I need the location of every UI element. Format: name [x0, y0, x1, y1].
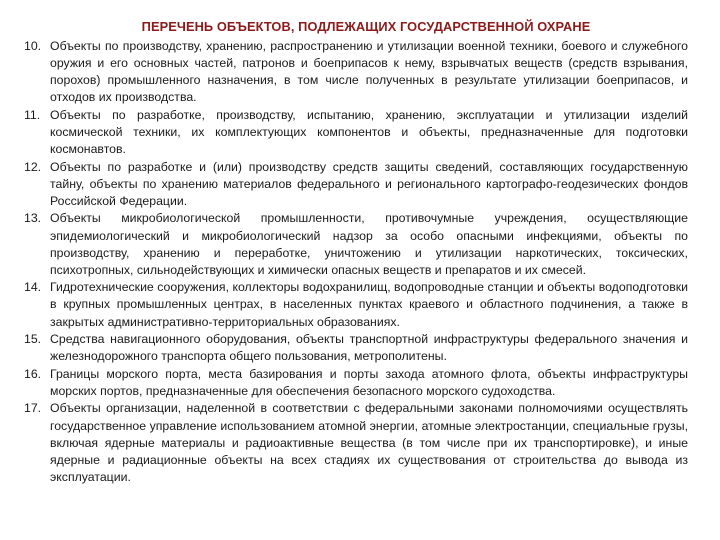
item-text: Гидротехнические сооружения, коллекторы водохранилищ, водопроводные станции и объекты водоподготовки в крупных промышленных центрах, в населенных пунктах краевого и областного подчинения, а также в закрытых административно-территориальных образованиях. [50, 280, 688, 329]
item-number: 17. [24, 401, 42, 416]
item-number: 11. [24, 107, 41, 122]
item-number: 13. [24, 211, 42, 226]
item-text: Средства навигационного оборудования, объекты транспортной инфраструктуры федерального значения и железнодорожного транспорта общего пользования, метрополитены. [50, 332, 688, 364]
item-text: Объекты организации, наделенной в соответствии с федеральными законами полномочиями осуществлять государственное управление использованием атомной энергии, атомные электростанции, специальные грузы, включая ядерные материалы и радиоактивные вещества (в том числе при их транспортировке), и иные ядерные и радиационные объекты на всех стадиях их существования от строительства до вывода из эксплуатации. [50, 401, 688, 484]
objects-list [24, 38, 688, 486]
list-item-14 [24, 279, 688, 330]
item-number: 10. [24, 39, 42, 53]
list-item-15 [24, 331, 688, 365]
item-text: Объекты по разработке и (или) производству средств защиты сведений, составляющих государственную тайну, объекты по хранению материалов федерального и регионального картографо-геодезических фондов Российской Федерации. [50, 159, 688, 208]
list-item-16 [24, 366, 688, 400]
list-item-17 [24, 400, 688, 485]
item-text: Объекты микробиологической промышленности, противочумные учреждения, осуществляющие эпидемиологический и микробиологический надзор за особо опасными инфекциями, объекты по производству, хранению и переработке, уничтожению и утилизации наркотических, токсических, психотропных, сильнодействующих и химически опасных веществ и препаратов и их смесей. [50, 211, 688, 277]
item-text: Объекты по разработке, производству, испытанию, хранению, эксплуатации и утилизации изделий космической техники, их комплектующих компонентов и объекты, предназначенные для подготовки космонавтов. [50, 107, 688, 157]
item-number: 12. [24, 159, 42, 174]
list-item-10 [24, 38, 688, 106]
item-number: 14. [24, 280, 42, 295]
list-item-13 [24, 210, 688, 278]
item-text: Объекты по производству, хранению, распространению и утилизации военной техники, боевого и служебного оружия и его основных частей, патронов и боеприпасов к нему, взрывчатых веществ (средств взрывания, порохов) промышленного назначения, в том числе полученных в результате утилизации боеприпасов, и отходов их производства. [50, 39, 688, 105]
list-item-12 [24, 159, 688, 210]
item-text: Границы морского порта, места базирования и порты захода атомного флота, объекты инфраструктуры морских портов, предназначенные для обеспечения безопасного морского судоходства. [50, 366, 688, 398]
item-number: 16. [24, 366, 42, 381]
item-number: 15. [24, 332, 42, 347]
list-item-11 [24, 107, 688, 158]
page-title: ПЕРЕЧЕНЬ ОБЪЕКТОВ, ПОДЛЕЖАЩИХ ГОСУДАРСТВЕННОЙ ОХРАНЕ [141, 19, 591, 34]
